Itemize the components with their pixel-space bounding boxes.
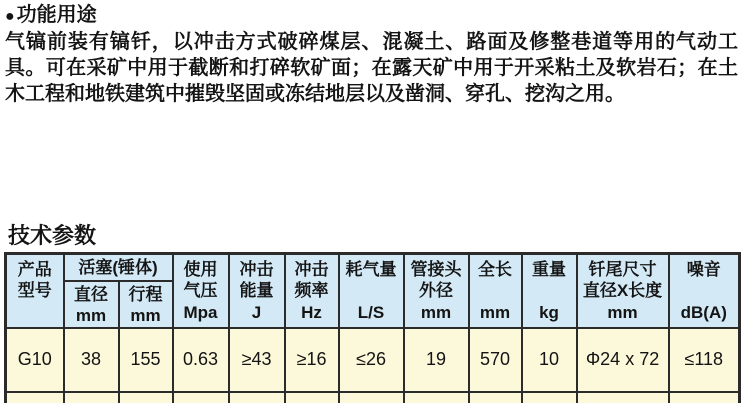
col-header-piston-group	[64, 254, 173, 281]
header-line: 冲击	[294, 259, 329, 279]
unit-label: L/S	[357, 302, 385, 322]
cell-joint-od: 19	[404, 328, 469, 392]
unit-label: kg	[539, 302, 559, 322]
cell-empty	[522, 392, 577, 403]
header-line: 直径	[74, 284, 108, 304]
cell-noise: ≤118	[669, 328, 740, 392]
header-line: 耗气量	[345, 259, 397, 279]
col-header-piston-diameter	[64, 281, 119, 328]
unit-label: J	[251, 302, 262, 322]
cell-frequency: ≥16	[285, 328, 339, 392]
spec-row-clipped	[6, 392, 740, 403]
cell-air: ≤26	[339, 328, 404, 392]
cell-empty	[64, 392, 119, 403]
header-line: 频率	[294, 280, 329, 300]
cell-weight: 10	[522, 328, 577, 392]
header-line: 钎尾尺寸	[588, 259, 657, 279]
col-header-weight	[522, 254, 577, 328]
col-header-shank-size	[577, 254, 669, 328]
unit-label: dB(A)	[680, 302, 727, 322]
cell-empty	[6, 392, 64, 403]
col-header-overall-length	[469, 254, 522, 328]
header-line: 冲击	[239, 259, 274, 279]
header-line: 全长	[478, 259, 513, 279]
unit-label: mm	[130, 305, 161, 325]
header-row-top	[6, 254, 740, 281]
col-header-impact-frequency	[285, 254, 339, 328]
cell-empty	[404, 392, 469, 403]
header-line: 型号	[17, 280, 52, 300]
header-line: 气压	[183, 280, 218, 300]
header-line: 管接头	[410, 259, 462, 279]
header-line: 重量	[532, 259, 567, 279]
col-header-impact-energy	[229, 254, 285, 328]
cell-empty	[119, 392, 173, 403]
col-header-working-pressure	[173, 254, 229, 328]
cell-empty	[285, 392, 339, 403]
col-header-product-model	[6, 254, 64, 328]
cell-shank: Φ24 x 72	[577, 328, 669, 392]
cell-stroke: 155	[119, 328, 173, 392]
col-header-noise	[669, 254, 740, 328]
header-line: 噪音	[686, 259, 721, 279]
cell-energy: ≥43	[229, 328, 285, 392]
cell-pressure: 0.63	[173, 328, 229, 392]
cell-empty	[339, 392, 404, 403]
col-header-pipe-joint-od	[404, 254, 469, 328]
cell-empty	[669, 392, 740, 403]
header-line: 外径	[419, 280, 454, 300]
header-line: 使用	[183, 259, 218, 279]
unit-label: mm	[75, 305, 107, 325]
cell-empty	[469, 392, 522, 403]
header-line: 行程	[128, 284, 163, 304]
spec-row-g10	[6, 328, 740, 392]
tech-params-title: 技术参数	[8, 223, 97, 248]
header-line: 活塞(锤体)	[78, 257, 158, 277]
cell-empty	[173, 392, 229, 403]
unit-label: mm	[607, 302, 638, 322]
col-header-air-consumption	[339, 254, 404, 328]
unit-label: Mpa	[183, 302, 218, 322]
cell-empty	[577, 392, 669, 403]
unit-label: mm	[420, 302, 452, 322]
header-line: 产品	[17, 259, 52, 279]
function-section-heading	[5, 3, 738, 29]
header-line: 能量	[239, 280, 274, 300]
cell-empty	[229, 392, 285, 403]
cell-length: 570	[469, 328, 522, 392]
bullet-icon: ●	[5, 8, 15, 25]
unit-label: Hz	[301, 302, 322, 322]
col-header-piston-stroke	[119, 281, 173, 328]
function-section	[5, 3, 738, 107]
cell-diameter: 38	[64, 328, 119, 392]
unit-label: mm	[479, 302, 511, 322]
header-line: 直径X长度	[582, 280, 663, 300]
cell-model: G10	[6, 328, 64, 392]
function-title-text: 功能用途	[16, 4, 97, 26]
spec-table	[4, 252, 741, 403]
function-description: 气镐前装有镐钎，以冲击方式破碎煤层、混凝土、路面及修整巷道等用的气动工具。可在采矿中用于截断和打碎软矿面；在露天矿中用于开采粘土及软岩石；在土木工程和地铁建筑中摧毁坚固或冻结地层以及凿洞、穿孔、挖沟之用。	[5, 31, 738, 105]
